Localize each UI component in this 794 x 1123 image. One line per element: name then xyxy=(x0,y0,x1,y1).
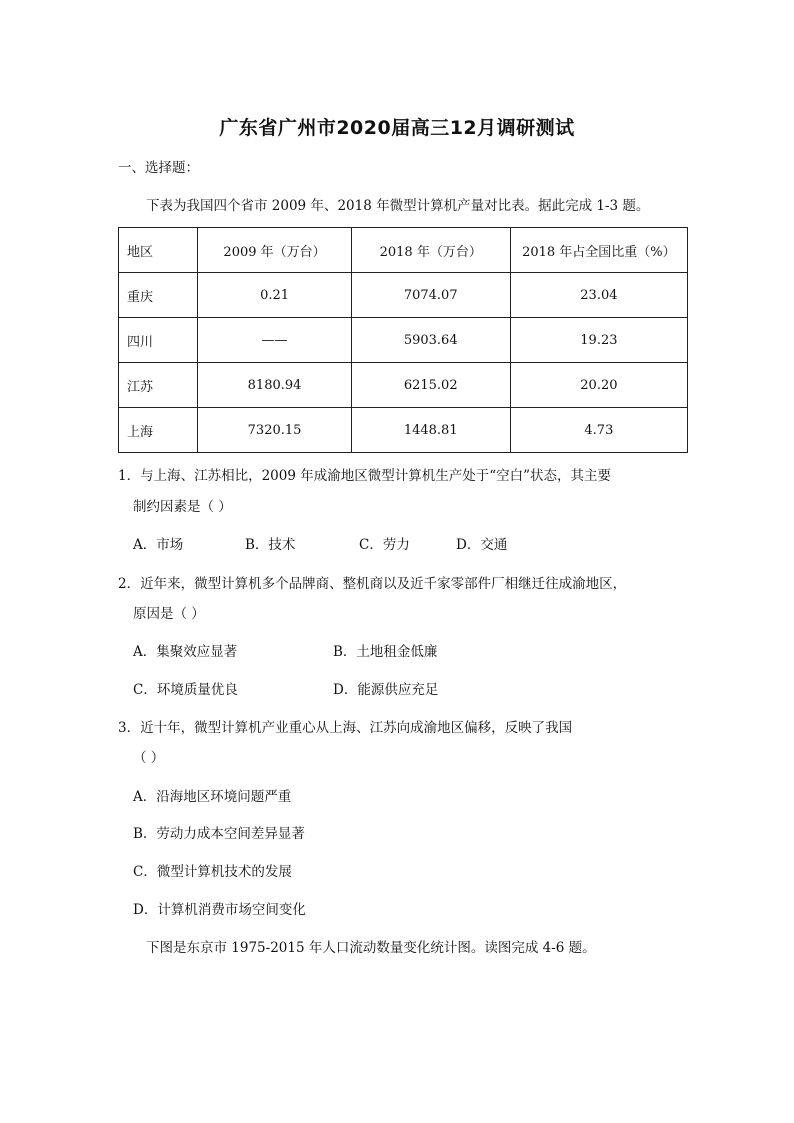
question-3-option-a: A．沿海地区环境问题严重 xyxy=(133,789,292,805)
table-cell: 8180.94 xyxy=(198,363,351,408)
question-1-option-a: A．市场 xyxy=(133,537,184,553)
table-header-cell: 2018 年（万台） xyxy=(351,228,510,273)
question-3-option-b: B．劳动力成本空间差异显著 xyxy=(133,826,305,842)
table-header-cell: 2009 年（万台） xyxy=(198,228,351,273)
table-cell: 5903.64 xyxy=(351,318,510,363)
table-row xyxy=(119,318,688,363)
table-row xyxy=(119,408,688,453)
question-3-option-c: C．微型计算机技术的发展 xyxy=(133,864,292,880)
table-cell: 23.04 xyxy=(510,273,687,318)
question-2-option-d: D．能源供应充足 xyxy=(333,682,439,698)
question-1-option-b: B．技术 xyxy=(245,537,296,553)
table-header-cell: 地区 xyxy=(119,228,198,273)
table-cell: —— xyxy=(198,318,351,363)
question-2-stem-continued: 原因是（ ） xyxy=(133,606,205,622)
question-3-stem-continued: （ ） xyxy=(133,750,165,766)
table-cell: 0.21 xyxy=(198,273,351,318)
table-cell: 19.23 xyxy=(510,318,687,363)
table-cell: 1448.81 xyxy=(351,408,510,453)
question-2-option-a: A．集聚效应显著 xyxy=(133,644,238,660)
section-heading: 一、选择题： xyxy=(118,160,199,176)
table-cell: 20.20 xyxy=(510,363,687,408)
question-1-option-c: C．劳力 xyxy=(359,537,410,553)
table-cell: 7074.07 xyxy=(351,273,510,318)
intro-paragraph-1: 下表为我国四个省市 2009 年、2018 年微型计算机产量对比表。据此完成 1-3 题。 xyxy=(146,198,650,214)
table-cell: 四川 xyxy=(119,318,198,363)
table-cell: 6215.02 xyxy=(351,363,510,408)
question-2-stem: 2．近年来，微型计算机多个品牌商、整机商以及近千家零部件厂相继迁往成渝地区， xyxy=(118,576,627,592)
page-title: 广东省广州市2020届高三12月调研测试 xyxy=(219,117,575,139)
table-row xyxy=(119,363,688,408)
question-1-stem-continued: 制约因素是（ ） xyxy=(133,499,232,515)
table-cell: 上海 xyxy=(119,408,198,453)
question-2-option-b: B．土地租金低廉 xyxy=(333,644,438,660)
question-1-stem: 1．与上海、江苏相比，2009 年成渝地区微型计算机生产处于“空白”状态，其主要 xyxy=(118,468,612,484)
table-cell: 7320.15 xyxy=(198,408,351,453)
intro-paragraph-2: 下图是东京市 1975-2015 年人口流动数量变化统计图。读图完成 4-6 题。 xyxy=(146,940,596,956)
data-table xyxy=(118,227,688,453)
table-cell: 4.73 xyxy=(510,408,687,453)
table-cell: 江苏 xyxy=(119,363,198,408)
table-header-row xyxy=(119,228,688,273)
question-3-stem: 3．近十年，微型计算机产业重心从上海、江苏向成渝地区偏移，反映了我国 xyxy=(118,720,573,736)
table-header-cell: 2018 年占全国比重（%） xyxy=(510,228,687,273)
question-3-option-d: D．计算机消费市场空间变化 xyxy=(133,902,306,918)
table-row xyxy=(119,273,688,318)
table-cell: 重庆 xyxy=(119,273,198,318)
question-1-option-d: D．交通 xyxy=(456,537,508,553)
question-2-option-c: C．环境质量优良 xyxy=(133,682,238,698)
